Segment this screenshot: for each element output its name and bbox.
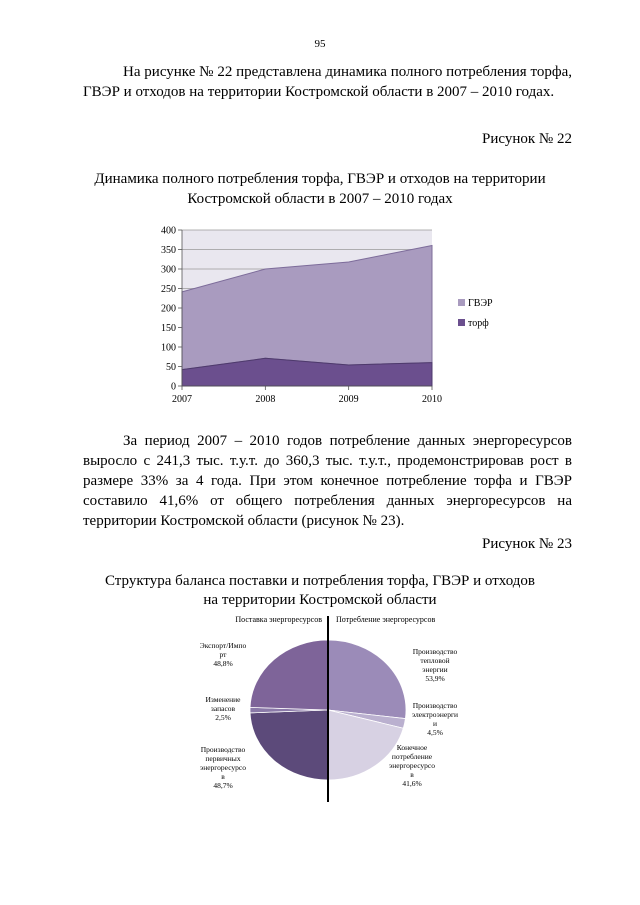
legend-swatch xyxy=(458,299,465,306)
y-tick-label: 250 xyxy=(161,284,176,295)
slice-label-line: энергии xyxy=(422,665,448,674)
slice-label-line: Экспорт/Импо xyxy=(199,641,247,650)
x-tick-label: 2007 xyxy=(172,394,192,405)
slice-label-line: Производство xyxy=(412,647,458,656)
figure-22-title-line2: Костромской области в 2007 – 2010 годах xyxy=(187,191,453,207)
slice-label-line: Производство xyxy=(200,745,246,754)
slice-label-line: 48,8% xyxy=(213,659,233,668)
pie-slice xyxy=(250,640,328,710)
slice-label-line: в xyxy=(410,770,414,779)
slice-label-line: Конечное xyxy=(396,743,428,752)
slice-label xyxy=(200,641,247,668)
slice-label-line: запасов xyxy=(210,704,236,713)
slice-label-line: 2,5% xyxy=(215,713,231,722)
slice-label xyxy=(205,695,241,722)
slice-label xyxy=(200,745,246,790)
slice-label-line: рт xyxy=(219,650,227,659)
legend-label: ГВЭР xyxy=(468,298,493,309)
slice-label-line: в xyxy=(221,772,225,781)
figure-22-label: Рисунок № 22 xyxy=(482,131,572,147)
x-tick-label: 2010 xyxy=(422,394,442,405)
slice-label-line: энергоресурсо xyxy=(199,763,247,772)
figure-23-title-line2: на территории Костромской области xyxy=(203,592,437,608)
pie-slice xyxy=(328,640,406,719)
figure-23-title-line1: Структура баланса поставки и потребления торфа, ГВЭР и отходов xyxy=(104,573,535,589)
area-chart xyxy=(140,222,520,412)
y-tick-label: 200 xyxy=(161,303,176,315)
pie-slice xyxy=(250,710,328,780)
slice-label-line: 41,6% xyxy=(402,779,422,788)
slice-label-line: 48,7% xyxy=(213,781,233,790)
y-tick-label: 400 xyxy=(161,225,176,237)
pie-chart xyxy=(150,610,490,810)
analysis-paragraph: За период 2007 – 2010 годов потребление данных энергоресурсов выросло с 241,3 тыс. т.у.т. до 360,3 тыс. т.у.т., продемонстрировав рост в размере 33% за 4 года. При этом конечное потребление торфа и ГВЭР составило 41,6% от общего потребления данных энергоресурсов на территории Костромской области (рисунок № 23). xyxy=(83,433,572,529)
y-tick-label: 0 xyxy=(171,381,176,393)
slice-label-line: Изменение xyxy=(205,695,241,704)
legend-swatch xyxy=(458,319,465,326)
slice-label-line: тепловой xyxy=(420,656,450,665)
y-tick-label: 300 xyxy=(161,264,176,276)
y-tick-label: 50 xyxy=(166,362,176,373)
slice-label-line: и xyxy=(432,719,438,728)
slice-label-line: 53,9% xyxy=(425,674,445,683)
slice-label-line: первичных xyxy=(205,754,241,763)
x-tick-label: 2008 xyxy=(255,394,276,405)
y-tick-label: 100 xyxy=(161,342,176,354)
y-tick-label: 350 xyxy=(161,245,176,256)
slice-label xyxy=(389,743,435,788)
figure-22-title-line1: Динамика полного потребления торфа, ГВЭР и отходов на территории xyxy=(94,171,546,187)
figure-23-label: Рисунок № 23 xyxy=(482,536,572,552)
slice-label-line: энергоресурсо xyxy=(388,761,436,770)
intro-paragraph: На рисунке № 22 представлена динамика полного потребления торфа, ГВЭР и отходов на территории Костромской области в 2007 – 2010 годах. xyxy=(83,64,572,100)
legend-label: торф xyxy=(468,318,489,329)
slice-label xyxy=(413,647,458,683)
slice-label-line: Производство xyxy=(412,701,458,710)
x-tick-label: 2009 xyxy=(338,394,359,405)
slice-label-line: электроэнерги xyxy=(411,710,459,719)
slice-label-line: 4,5% xyxy=(427,728,443,737)
page-number: 95 xyxy=(314,38,326,50)
left-side-title: Поставка энергоресурсов xyxy=(235,615,322,624)
right-side-title: Потребление энергоресурсов xyxy=(336,615,436,624)
slice-label-line: потребление xyxy=(391,752,433,761)
y-tick-label: 150 xyxy=(161,323,176,334)
slice-label xyxy=(412,701,458,737)
